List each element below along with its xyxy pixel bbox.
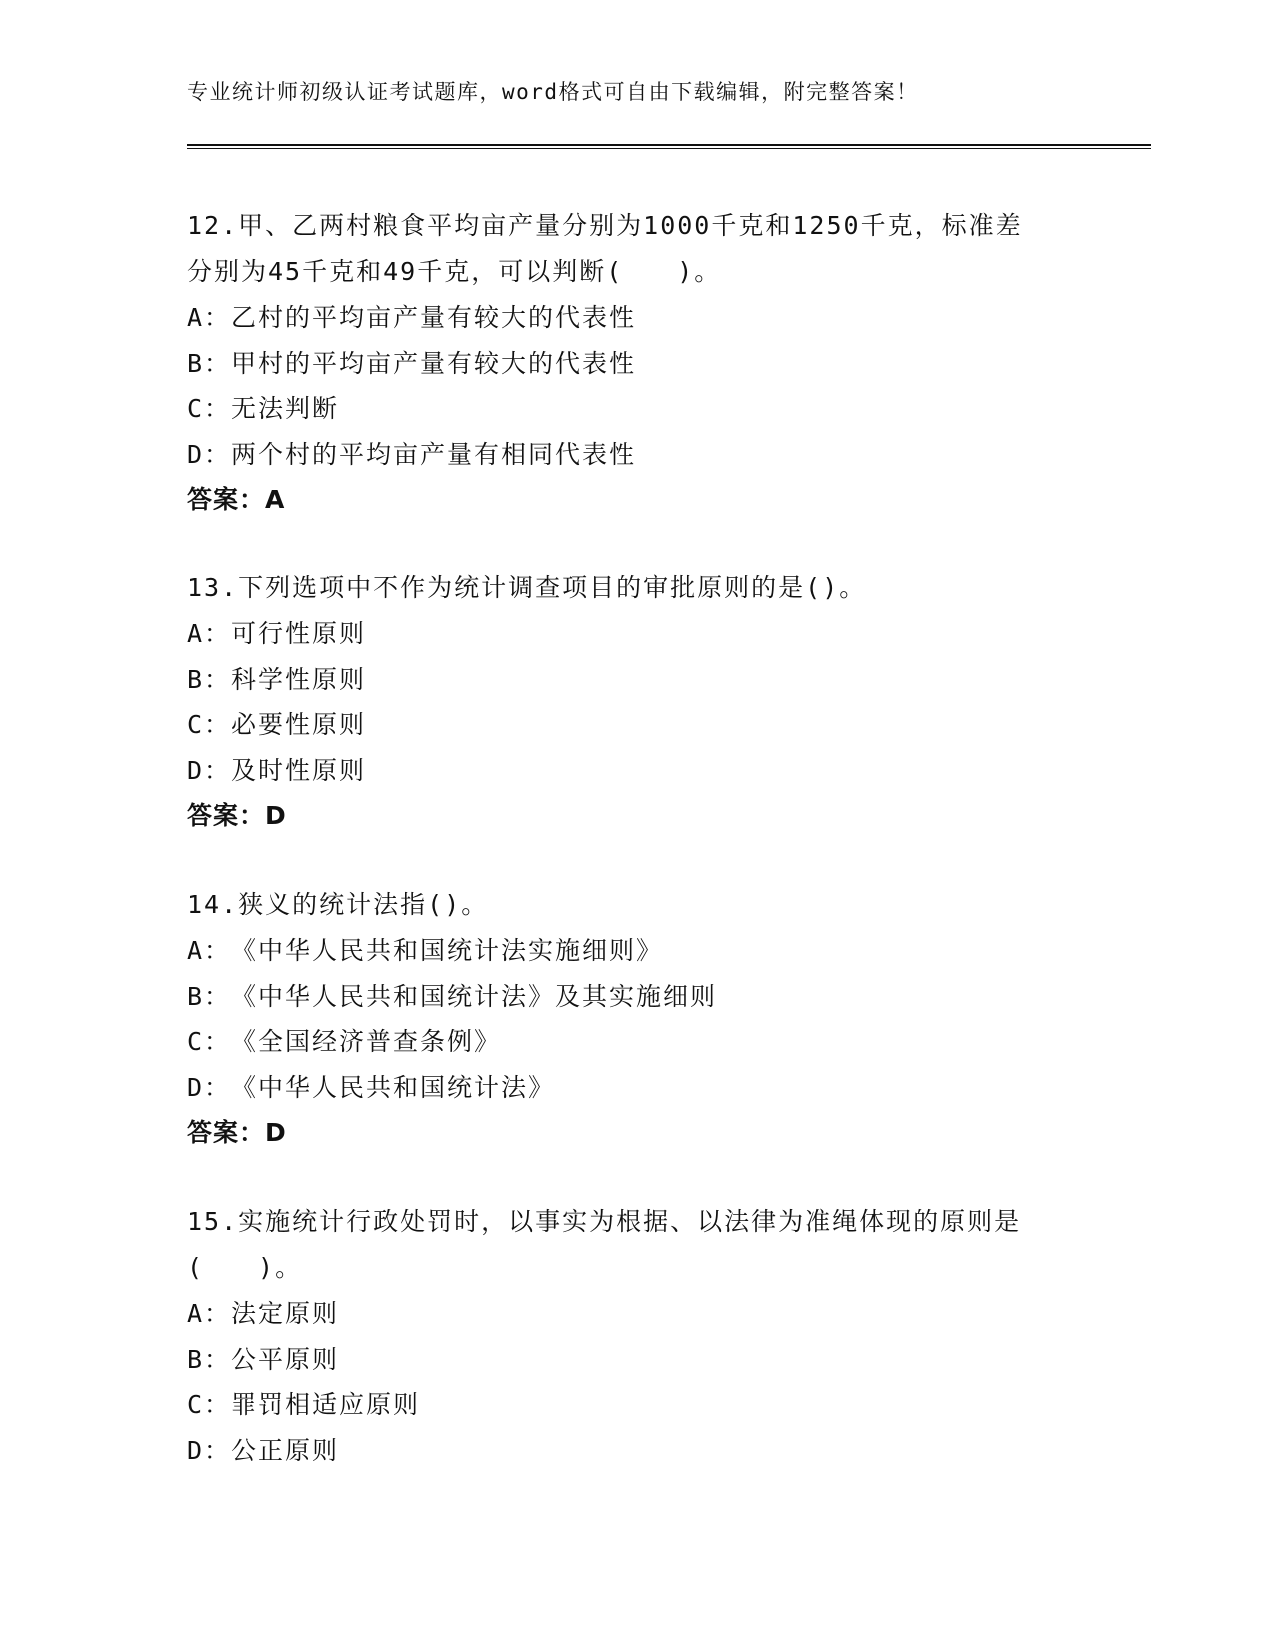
option-d — [187, 748, 1087, 794]
option-text: 科学性原则 — [231, 664, 367, 694]
option-key: B： — [187, 348, 232, 378]
option-d — [187, 1428, 1087, 1474]
option-text: 无法判断 — [231, 394, 340, 423]
option-text: 可行性原则 — [231, 619, 367, 648]
question-13 — [187, 565, 1087, 837]
option-text: 公正原则 — [231, 1435, 340, 1465]
option-text: 公平原则 — [231, 1344, 340, 1374]
question-stem-line: 12.甲、乙两村粮食平均亩产量分别为1000千克和1250千克，标准差 — [187, 211, 1023, 240]
option-key: C： — [187, 394, 232, 423]
question-list — [187, 203, 1087, 1518]
option-key: C： — [187, 1027, 232, 1056]
question-14 — [187, 882, 1087, 1154]
option-a — [187, 295, 1087, 341]
option-d — [187, 432, 1087, 478]
option-c — [187, 1019, 1087, 1065]
option-key: D： — [187, 439, 232, 469]
option-text: 必要性原则 — [231, 710, 367, 739]
option-b — [187, 1337, 1087, 1383]
option-a — [187, 611, 1087, 657]
option-text: 《中华人民共和国统计法》及其实施细则 — [231, 981, 718, 1011]
page-header: 专业统计师初级认证考试题库，word格式可自由下载编辑，附完整答案！ — [187, 80, 919, 104]
answer: 答案：D — [187, 801, 287, 830]
option-text: 甲村的平均亩产量有较大的代表性 — [231, 348, 637, 378]
question-stem-line: 13.下列选项中不作为统计调查项目的审批原则的是()。 — [187, 573, 867, 602]
option-text: 《中华人民共和国统计法实施细则》 — [231, 936, 664, 965]
option-c — [187, 702, 1087, 748]
option-a — [187, 928, 1087, 974]
option-d — [187, 1065, 1087, 1111]
option-text: 《中华人民共和国统计法》 — [231, 1072, 556, 1102]
option-c — [187, 386, 1087, 432]
option-text: 乙村的平均亩产量有较大的代表性 — [231, 303, 637, 332]
option-key: C： — [187, 710, 232, 739]
option-c — [187, 1382, 1087, 1428]
option-text: 及时性原则 — [231, 755, 367, 785]
option-b — [187, 657, 1087, 703]
option-text: 法定原则 — [231, 1299, 340, 1328]
option-key: D： — [187, 1435, 232, 1465]
option-key: B： — [187, 664, 232, 694]
option-text: 两个村的平均亩产量有相同代表性 — [231, 439, 637, 469]
option-key: D： — [187, 755, 232, 785]
question-12 — [187, 203, 1087, 520]
option-b — [187, 341, 1087, 387]
option-key: D： — [187, 1072, 232, 1102]
option-key: A： — [187, 936, 232, 965]
option-text: 罪罚相适应原则 — [231, 1390, 421, 1419]
question-stem-line: ( )。 — [187, 1253, 303, 1282]
question-15 — [187, 1199, 1087, 1473]
header-divider — [187, 144, 1151, 149]
option-key: A： — [187, 1299, 232, 1328]
option-key: B： — [187, 981, 232, 1011]
option-key: A： — [187, 303, 232, 332]
option-b — [187, 974, 1087, 1020]
answer: 答案：D — [187, 1118, 287, 1147]
option-key: C： — [187, 1390, 232, 1419]
question-stem-line: 14.狭义的统计法指()。 — [187, 890, 489, 919]
question-stem-line: 分别为45千克和49千克，可以判断( )。 — [187, 257, 722, 286]
option-key: B： — [187, 1344, 232, 1374]
question-stem-line: 15.实施统计行政处罚时，以事实为根据、以法律为准绳体现的原则是 — [187, 1207, 1022, 1236]
answer: 答案：A — [187, 485, 286, 514]
option-a — [187, 1291, 1087, 1337]
option-key: A： — [187, 619, 232, 648]
option-text: 《全国经济普查条例》 — [231, 1027, 502, 1056]
